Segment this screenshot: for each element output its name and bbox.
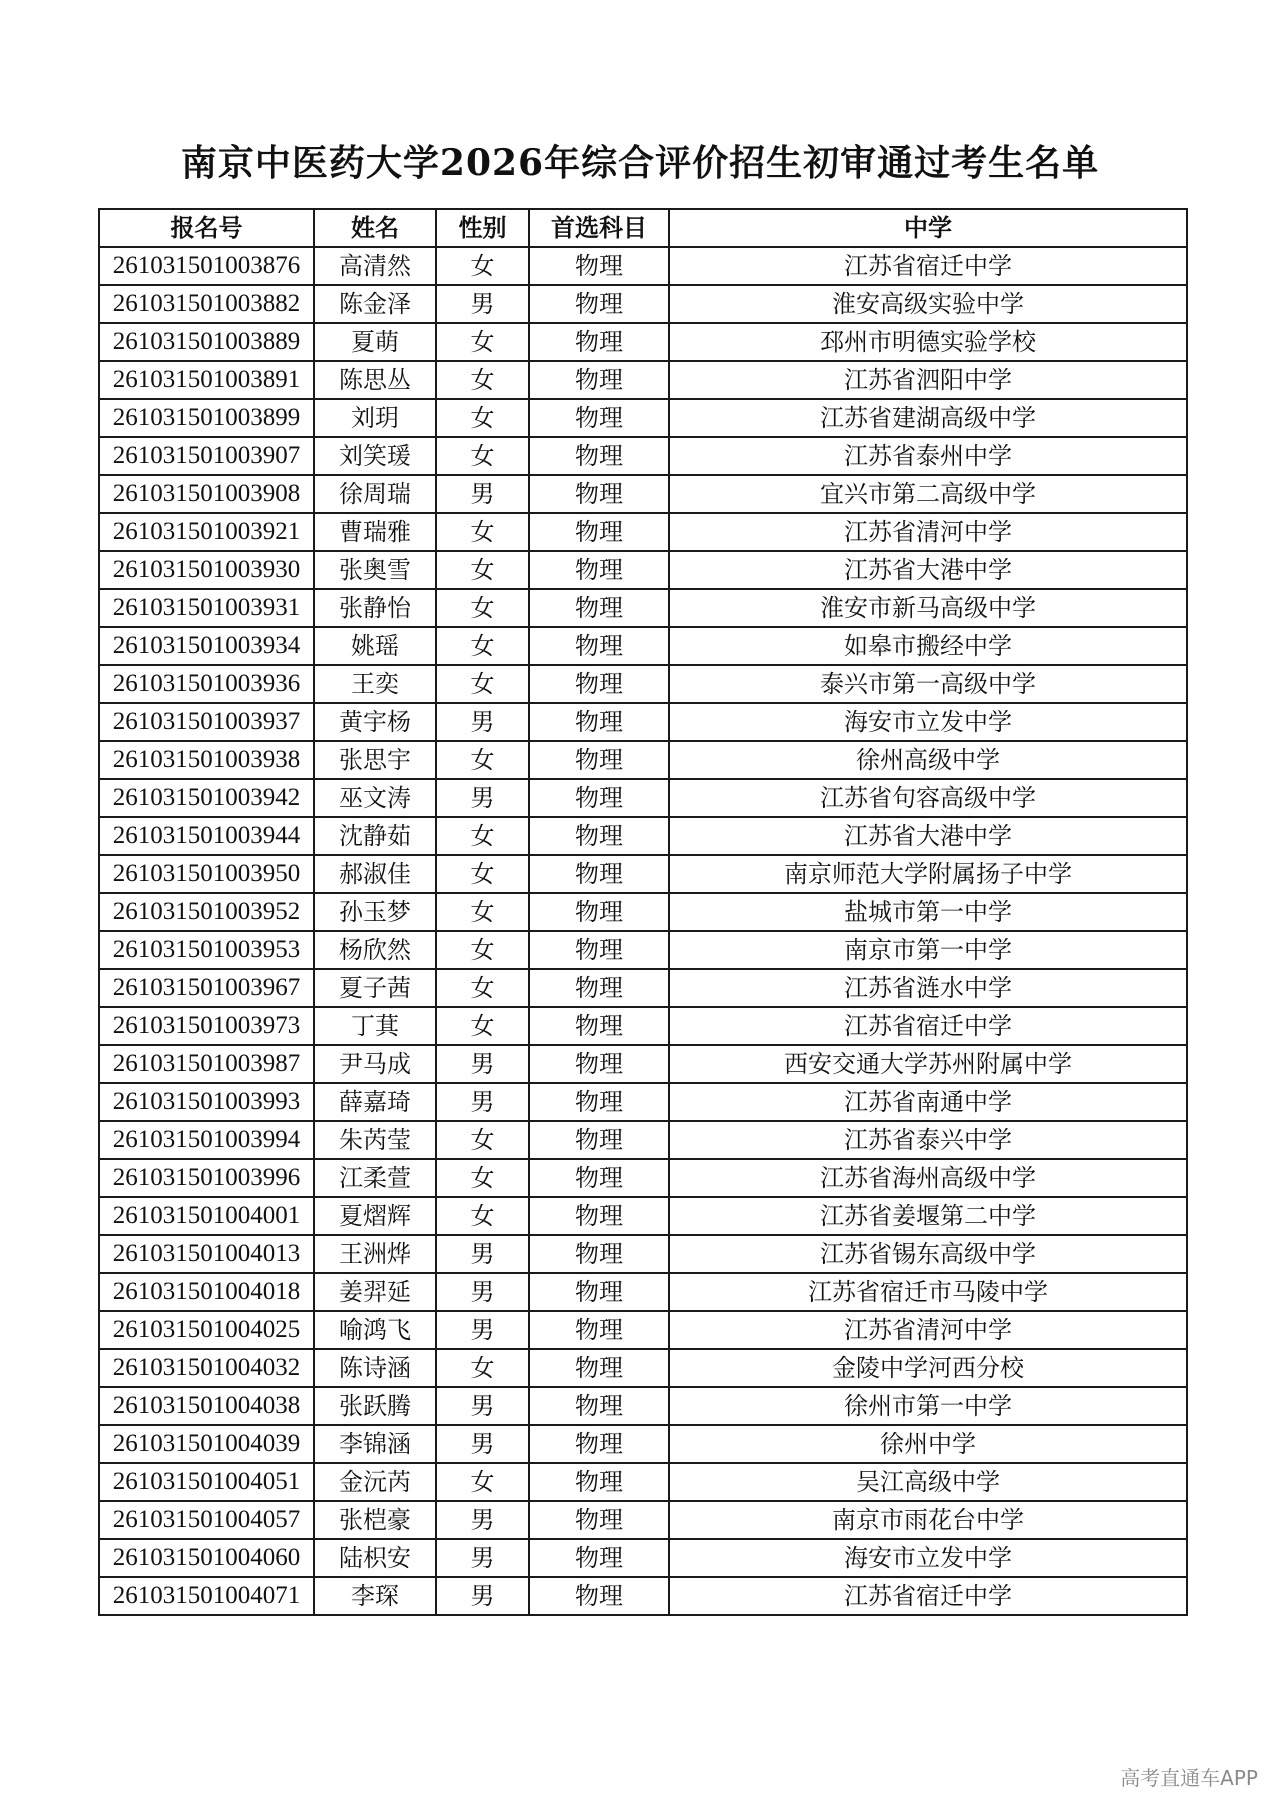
page-title: 南京中医药大学2026年综合评价招生初审通过考生名单 <box>180 142 1100 184</box>
cell-name: 曹瑞雅 <box>314 513 436 551</box>
cell-subject: 物理 <box>529 513 669 551</box>
column-header-school: 中学 <box>669 209 1187 247</box>
cell-gender: 男 <box>436 285 529 323</box>
cell-gender: 女 <box>436 627 529 665</box>
table-row <box>99 1425 1187 1463</box>
cell-name: 陈诗涵 <box>314 1349 436 1387</box>
cell-gender: 女 <box>436 361 529 399</box>
cell-school: 南京师范大学附属扬子中学 <box>669 855 1187 893</box>
cell-name: 夏子茜 <box>314 969 436 1007</box>
cell-subject: 物理 <box>529 1501 669 1539</box>
table-row <box>99 779 1187 817</box>
table-row <box>99 1159 1187 1197</box>
cell-school: 南京市雨花台中学 <box>669 1501 1187 1539</box>
cell-name: 刘玥 <box>314 399 436 437</box>
cell-registration-number: 261031501003993 <box>99 1083 314 1121</box>
cell-school: 泰兴市第一高级中学 <box>669 665 1187 703</box>
cell-name: 陈思丛 <box>314 361 436 399</box>
cell-registration-number: 261031501003994 <box>99 1121 314 1159</box>
cell-subject: 物理 <box>529 475 669 513</box>
cell-school: 江苏省清河中学 <box>669 513 1187 551</box>
cell-school: 江苏省姜堰第二中学 <box>669 1197 1187 1235</box>
cell-registration-number: 261031501003907 <box>99 437 314 475</box>
cell-registration-number: 261031501003899 <box>99 399 314 437</box>
cell-gender: 男 <box>436 1425 529 1463</box>
table-row <box>99 475 1187 513</box>
cell-subject: 物理 <box>529 703 669 741</box>
cell-gender: 男 <box>436 1539 529 1577</box>
cell-name: 张桤豪 <box>314 1501 436 1539</box>
cell-name: 张奥雪 <box>314 551 436 589</box>
cell-subject: 物理 <box>529 855 669 893</box>
cell-registration-number: 261031501004071 <box>99 1577 314 1615</box>
table-row <box>99 931 1187 969</box>
cell-subject: 物理 <box>529 399 669 437</box>
cell-subject: 物理 <box>529 1273 669 1311</box>
cell-name: 郝淑佳 <box>314 855 436 893</box>
cell-gender: 女 <box>436 969 529 1007</box>
cell-name: 江柔萱 <box>314 1159 436 1197</box>
cell-school: 徐州市第一中学 <box>669 1387 1187 1425</box>
cell-subject: 物理 <box>529 1235 669 1273</box>
cell-subject: 物理 <box>529 285 669 323</box>
cell-gender: 男 <box>436 779 529 817</box>
table-row <box>99 893 1187 931</box>
cell-registration-number: 261031501003973 <box>99 1007 314 1045</box>
cell-gender: 女 <box>436 399 529 437</box>
table-row <box>99 969 1187 1007</box>
cell-name: 黄宇杨 <box>314 703 436 741</box>
cell-gender: 男 <box>436 703 529 741</box>
column-header-name: 姓名 <box>314 209 436 247</box>
cell-registration-number: 261031501003952 <box>99 893 314 931</box>
table-row <box>99 665 1187 703</box>
table-row <box>99 1539 1187 1577</box>
cell-name: 张思宇 <box>314 741 436 779</box>
cell-gender: 女 <box>436 437 529 475</box>
cell-gender: 女 <box>436 589 529 627</box>
cell-subject: 物理 <box>529 1539 669 1577</box>
cell-gender: 女 <box>436 1349 529 1387</box>
cell-name: 陈金泽 <box>314 285 436 323</box>
cell-name: 巫文涛 <box>314 779 436 817</box>
cell-subject: 物理 <box>529 893 669 931</box>
cell-registration-number: 261031501004013 <box>99 1235 314 1273</box>
cell-name: 徐周瑞 <box>314 475 436 513</box>
cell-registration-number: 261031501004032 <box>99 1349 314 1387</box>
table-row <box>99 1463 1187 1501</box>
cell-school: 江苏省涟水中学 <box>669 969 1187 1007</box>
cell-registration-number: 261031501004060 <box>99 1539 314 1577</box>
cell-gender: 女 <box>436 513 529 551</box>
cell-school: 宜兴市第二高级中学 <box>669 475 1187 513</box>
cell-school: 淮安市新马高级中学 <box>669 589 1187 627</box>
cell-registration-number: 261031501003944 <box>99 817 314 855</box>
cell-name: 李琛 <box>314 1577 436 1615</box>
cell-school: 江苏省大港中学 <box>669 551 1187 589</box>
cell-name: 尹马成 <box>314 1045 436 1083</box>
cell-school: 江苏省宿迁市马陵中学 <box>669 1273 1187 1311</box>
cell-gender: 女 <box>436 931 529 969</box>
cell-registration-number: 261031501003882 <box>99 285 314 323</box>
cell-registration-number: 261031501003987 <box>99 1045 314 1083</box>
cell-registration-number: 261031501003876 <box>99 247 314 285</box>
cell-school: 江苏省宿迁中学 <box>669 1007 1187 1045</box>
cell-registration-number: 261031501003953 <box>99 931 314 969</box>
cell-school: 西安交通大学苏州附属中学 <box>669 1045 1187 1083</box>
cell-subject: 物理 <box>529 1387 669 1425</box>
cell-subject: 物理 <box>529 1577 669 1615</box>
cell-registration-number: 261031501003936 <box>99 665 314 703</box>
cell-registration-number: 261031501003891 <box>99 361 314 399</box>
column-header-subject: 首选科目 <box>529 209 669 247</box>
cell-school: 江苏省海州高级中学 <box>669 1159 1187 1197</box>
cell-school: 江苏省锡东高级中学 <box>669 1235 1187 1273</box>
table-row <box>99 513 1187 551</box>
cell-registration-number: 261031501004057 <box>99 1501 314 1539</box>
cell-registration-number: 261031501003921 <box>99 513 314 551</box>
cell-registration-number: 261031501004001 <box>99 1197 314 1235</box>
table-row <box>99 1083 1187 1121</box>
cell-name: 金沅芮 <box>314 1463 436 1501</box>
cell-gender: 女 <box>436 1159 529 1197</box>
cell-gender: 男 <box>436 1311 529 1349</box>
cell-school: 徐州高级中学 <box>669 741 1187 779</box>
cell-name: 王奕 <box>314 665 436 703</box>
cell-name: 姚瑶 <box>314 627 436 665</box>
cell-gender: 男 <box>436 1387 529 1425</box>
cell-school: 江苏省宿迁中学 <box>669 1577 1187 1615</box>
table-row <box>99 437 1187 475</box>
cell-subject: 物理 <box>529 665 669 703</box>
cell-registration-number: 261031501003930 <box>99 551 314 589</box>
table-row <box>99 589 1187 627</box>
table-row <box>99 1007 1187 1045</box>
cell-subject: 物理 <box>529 817 669 855</box>
cell-subject: 物理 <box>529 551 669 589</box>
table-row <box>99 1311 1187 1349</box>
cell-subject: 物理 <box>529 1045 669 1083</box>
table-row <box>99 1045 1187 1083</box>
cell-name: 朱芮莹 <box>314 1121 436 1159</box>
table-row <box>99 323 1187 361</box>
table-row <box>99 361 1187 399</box>
cell-school: 如皋市搬经中学 <box>669 627 1187 665</box>
cell-registration-number: 261031501003942 <box>99 779 314 817</box>
table-row <box>99 855 1187 893</box>
table-row <box>99 1577 1187 1615</box>
cell-subject: 物理 <box>529 437 669 475</box>
cell-school: 南京市第一中学 <box>669 931 1187 969</box>
table-row <box>99 741 1187 779</box>
cell-subject: 物理 <box>529 627 669 665</box>
table-row <box>99 247 1187 285</box>
cell-school: 淮安高级实验中学 <box>669 285 1187 323</box>
cell-gender: 女 <box>436 323 529 361</box>
table-row <box>99 1349 1187 1387</box>
cell-school: 邳州市明德实验学校 <box>669 323 1187 361</box>
table-row <box>99 627 1187 665</box>
cell-school: 江苏省大港中学 <box>669 817 1187 855</box>
column-header-registration-number: 报名号 <box>99 209 314 247</box>
cell-gender: 女 <box>436 893 529 931</box>
cell-name: 杨欣然 <box>314 931 436 969</box>
cell-subject: 物理 <box>529 1121 669 1159</box>
cell-subject: 物理 <box>529 1425 669 1463</box>
cell-school: 江苏省建湖高级中学 <box>669 399 1187 437</box>
cell-subject: 物理 <box>529 931 669 969</box>
table-row <box>99 703 1187 741</box>
cell-school: 江苏省泰兴中学 <box>669 1121 1187 1159</box>
cell-registration-number: 261031501004039 <box>99 1425 314 1463</box>
cell-school: 金陵中学河西分校 <box>669 1349 1187 1387</box>
cell-gender: 女 <box>436 665 529 703</box>
cell-gender: 男 <box>436 1083 529 1121</box>
cell-school: 江苏省句容高级中学 <box>669 779 1187 817</box>
table-body <box>99 247 1187 1615</box>
cell-registration-number: 261031501003950 <box>99 855 314 893</box>
cell-school: 江苏省宿迁中学 <box>669 247 1187 285</box>
cell-name: 夏萌 <box>314 323 436 361</box>
table-row <box>99 1501 1187 1539</box>
cell-subject: 物理 <box>529 589 669 627</box>
cell-registration-number: 261031501003937 <box>99 703 314 741</box>
table-row <box>99 285 1187 323</box>
table-row <box>99 551 1187 589</box>
cell-name: 刘笑瑗 <box>314 437 436 475</box>
cell-name: 孙玉梦 <box>314 893 436 931</box>
cell-gender: 女 <box>436 1007 529 1045</box>
cell-subject: 物理 <box>529 1349 669 1387</box>
cell-registration-number: 261031501004018 <box>99 1273 314 1311</box>
cell-name: 姜羿延 <box>314 1273 436 1311</box>
cell-gender: 男 <box>436 475 529 513</box>
cell-name: 喻鸿飞 <box>314 1311 436 1349</box>
cell-subject: 物理 <box>529 779 669 817</box>
cell-school: 吴江高级中学 <box>669 1463 1187 1501</box>
cell-subject: 物理 <box>529 1463 669 1501</box>
cell-school: 海安市立发中学 <box>669 1539 1187 1577</box>
cell-registration-number: 261031501003934 <box>99 627 314 665</box>
table-row <box>99 1235 1187 1273</box>
cell-name: 夏熠辉 <box>314 1197 436 1235</box>
table-row <box>99 1387 1187 1425</box>
cell-gender: 男 <box>436 1273 529 1311</box>
cell-gender: 男 <box>436 1501 529 1539</box>
table-row <box>99 817 1187 855</box>
cell-name: 张跃腾 <box>314 1387 436 1425</box>
table-header-row <box>99 209 1187 247</box>
cell-school: 盐城市第一中学 <box>669 893 1187 931</box>
cell-gender: 女 <box>436 1463 529 1501</box>
column-header-gender: 性别 <box>436 209 529 247</box>
cell-subject: 物理 <box>529 741 669 779</box>
cell-name: 沈静茹 <box>314 817 436 855</box>
cell-registration-number: 261031501003908 <box>99 475 314 513</box>
cell-school: 江苏省清河中学 <box>669 1311 1187 1349</box>
cell-name: 陆枳安 <box>314 1539 436 1577</box>
cell-registration-number: 261031501004038 <box>99 1387 314 1425</box>
cell-name: 李锦涵 <box>314 1425 436 1463</box>
cell-gender: 女 <box>436 1121 529 1159</box>
cell-registration-number: 261031501004025 <box>99 1311 314 1349</box>
cell-gender: 男 <box>436 1235 529 1273</box>
cell-subject: 物理 <box>529 1007 669 1045</box>
cell-subject: 物理 <box>529 247 669 285</box>
cell-gender: 女 <box>436 1197 529 1235</box>
watermark-text: 高考直通车APP <box>1120 1766 1258 1790</box>
cell-registration-number: 261031501003931 <box>99 589 314 627</box>
cell-subject: 物理 <box>529 323 669 361</box>
cell-registration-number: 261031501003938 <box>99 741 314 779</box>
cell-gender: 男 <box>436 1577 529 1615</box>
cell-subject: 物理 <box>529 1159 669 1197</box>
cell-gender: 男 <box>436 1045 529 1083</box>
cell-gender: 女 <box>436 817 529 855</box>
cell-subject: 物理 <box>529 1311 669 1349</box>
cell-registration-number: 261031501003996 <box>99 1159 314 1197</box>
cell-name: 高清然 <box>314 247 436 285</box>
cell-gender: 女 <box>436 247 529 285</box>
table-row <box>99 1273 1187 1311</box>
cell-school: 江苏省泗阳中学 <box>669 361 1187 399</box>
cell-gender: 女 <box>436 551 529 589</box>
cell-registration-number: 261031501003889 <box>99 323 314 361</box>
cell-subject: 物理 <box>529 1197 669 1235</box>
cell-subject: 物理 <box>529 969 669 1007</box>
cell-school: 海安市立发中学 <box>669 703 1187 741</box>
table-row <box>99 1197 1187 1235</box>
cell-school: 江苏省泰州中学 <box>669 437 1187 475</box>
cell-school: 江苏省南通中学 <box>669 1083 1187 1121</box>
cell-subject: 物理 <box>529 1083 669 1121</box>
cell-name: 丁萁 <box>314 1007 436 1045</box>
cell-school: 徐州中学 <box>669 1425 1187 1463</box>
table-row <box>99 399 1187 437</box>
cell-gender: 女 <box>436 855 529 893</box>
candidate-table <box>98 208 1188 1616</box>
table-row <box>99 1121 1187 1159</box>
cell-subject: 物理 <box>529 361 669 399</box>
cell-registration-number: 261031501003967 <box>99 969 314 1007</box>
cell-registration-number: 261031501004051 <box>99 1463 314 1501</box>
cell-name: 薛嘉琦 <box>314 1083 436 1121</box>
cell-name: 王洲烨 <box>314 1235 436 1273</box>
cell-gender: 女 <box>436 741 529 779</box>
cell-name: 张静怡 <box>314 589 436 627</box>
